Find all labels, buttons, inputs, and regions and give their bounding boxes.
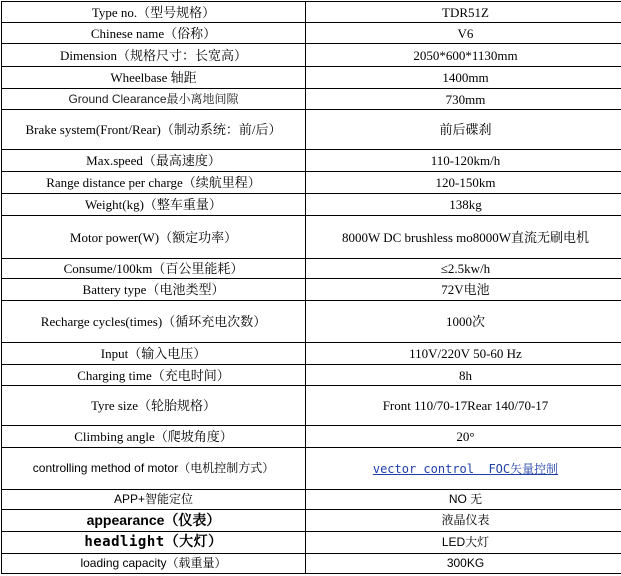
table-row: [2, 365, 621, 386]
spec-key: controlling method of motor（电机控制方式）: [2, 448, 306, 490]
spec-key: Type no.（型号规格）: [2, 2, 306, 23]
spec-key: Recharge cycles(times)（循环充电次数）: [2, 301, 306, 343]
spec-key: Brake system(Front/Rear)（制动系统：前/后）: [2, 110, 306, 150]
spec-key: loading capacity（载重量）: [2, 554, 306, 574]
table-row: [2, 343, 621, 365]
spec-value: 138kg: [306, 194, 621, 216]
table-row: [2, 23, 621, 44]
spec-value: V6: [306, 23, 621, 44]
table-row: [2, 67, 621, 89]
spec-key: Max.speed（最高速度）: [2, 150, 306, 172]
spec-value: 8000W DC brushless mo8000W直流无刷电机: [306, 216, 621, 259]
spec-value-cell: [306, 448, 621, 490]
table-row: [2, 194, 621, 216]
spec-key: Climbing angle（爬坡角度）: [2, 426, 306, 448]
spec-key: Ground Clearance最小离地间隙: [2, 89, 306, 110]
spec-value: 20°: [306, 426, 621, 448]
spec-value: LED大灯: [306, 532, 621, 554]
spec-value: 液晶仪表: [306, 510, 621, 532]
table-row: [2, 426, 621, 448]
spec-value: 1400mm: [306, 67, 621, 89]
spec-key: Motor power(W)（额定功率）: [2, 216, 306, 259]
spec-key: Charging time（充电时间）: [2, 365, 306, 386]
table-row: [2, 259, 621, 279]
table-row: [2, 2, 621, 23]
spec-key: Tyre size（轮胎规格）: [2, 386, 306, 426]
spec-value: TDR51Z: [306, 2, 621, 23]
table-row: [2, 216, 621, 259]
table-row: [2, 386, 621, 426]
spec-value: ≤2.5kw/h: [306, 259, 621, 279]
spec-key: appearance（仪表）: [2, 510, 306, 532]
spec-value: 72V电池: [306, 279, 621, 301]
spec-value: Front 110/70-17Rear 140/70-17: [306, 386, 621, 426]
table-row: [2, 89, 621, 110]
spec-key: Chinese name（俗称）: [2, 23, 306, 44]
spec-table: [1, 1, 621, 574]
table-row: [2, 301, 621, 343]
table-row: [2, 279, 621, 301]
spec-key: APP+智能定位: [2, 490, 306, 510]
spec-value: 730mm: [306, 89, 621, 110]
spec-key: Input（输入电压）: [2, 343, 306, 365]
motor-control-link[interactable]: vector control FOC矢量控制: [372, 461, 559, 476]
spec-value: NO 无: [306, 490, 621, 510]
table-row: [2, 448, 621, 490]
table-row: [2, 532, 621, 554]
spec-value: 120-150km: [306, 172, 621, 194]
spec-value: 110V/220V 50-60 Hz: [306, 343, 621, 365]
spec-value: 2050*600*1130mm: [306, 44, 621, 67]
spec-key: Wheelbase 轴距: [2, 67, 306, 89]
table-row: [2, 150, 621, 172]
table-row: [2, 490, 621, 510]
spec-key: Consume/100km（百公里能耗）: [2, 259, 306, 279]
spec-value: 110-120km/h: [306, 150, 621, 172]
spec-value: 前后碟刹: [306, 110, 621, 150]
spec-key: Weight(kg)（整车重量）: [2, 194, 306, 216]
spec-key: Dimension（规格尺寸：长宽高）: [2, 44, 306, 67]
spec-value: 1000次: [306, 301, 621, 343]
table-row: [2, 110, 621, 150]
spec-key: headlight（大灯）: [2, 532, 306, 554]
spec-key: Range distance per charge（续航里程）: [2, 172, 306, 194]
table-row: [2, 554, 621, 574]
table-row: [2, 44, 621, 67]
table-row: [2, 510, 621, 532]
spec-value: 300KG: [306, 554, 621, 574]
table-row: [2, 172, 621, 194]
spec-key: Battery type（电池类型）: [2, 279, 306, 301]
spec-value: 8h: [306, 365, 621, 386]
